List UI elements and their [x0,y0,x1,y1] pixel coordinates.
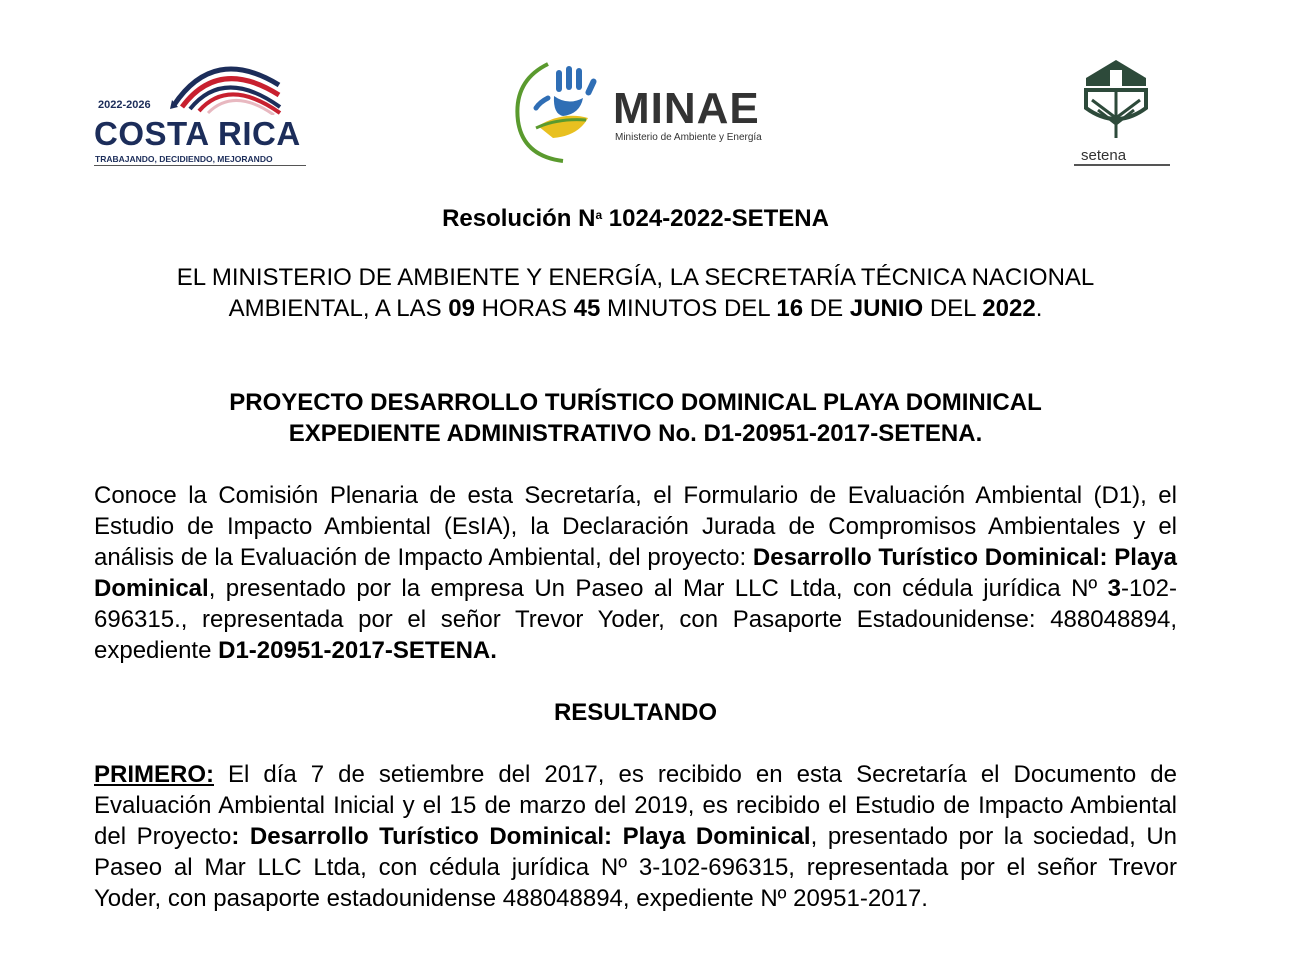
intro-text: . [1035,295,1043,322]
intro-text: HORAS [474,295,574,322]
para2-text: El día 7 de setiembre del 2017, es recibido en esta Secretaría el Documento de Evaluación Ambiental Inicial y el 15 de marzo del 2019, es recibido el Estudio de Impacto Ambiental del Proyecto [94,761,1177,850]
intro-text: AMBIENTAL, A LAS [228,295,449,322]
intro-month: JUNIO [849,295,924,322]
intro-text: DEL [923,295,983,322]
resolution-sup: a [595,208,603,222]
intro-block [94,262,1177,324]
intro-minutes: 45 [573,295,601,322]
para2-project-name: : Desarrollo Turístico Dominical: Playa Dominical [231,823,811,850]
intro-day: 16 [776,295,804,322]
project-heading [94,387,1177,449]
costa-rica-logo [94,55,306,170]
intro-line1: EL MINISTERIO DE AMBIENTE Y ENERGÍA, LA SECRETARÍA TÉCNICA NACIONAL [176,264,1095,291]
primero-label: PRIMERO: [94,761,214,788]
resolution-prefix: Resolución N [442,205,596,232]
setena-logo [1076,56,1171,168]
minae-logo [508,56,808,166]
intro-text: MINUTOS DEL [600,295,777,322]
para1-project-name: Desarrollo Turístico Dominical: Playa Dominical [94,544,1177,602]
setena-underline [1074,164,1170,166]
intro-hour: 09 [448,295,475,322]
para2-text: , presentado por la sociedad, Un Paseo al Mar LLC Ltda, con cédula jurídica Nº 3-102-696315, representada por el señor Trevor Yoder, con pasaporte estadounidense 488048894, expediente Nº 20951-2017. [94,823,1178,912]
resultando-heading: RESULTANDO [553,699,718,726]
intro-year: 2022 [982,295,1036,322]
paragraph-conoce [94,480,1177,666]
minae-subtitle: Ministerio de Ambiente y Energía [615,132,762,143]
project-line1: PROYECTO DESARROLLO TURÍSTICO DOMINICAL PLAYA DOMINICAL [229,389,1042,416]
intro-text: DE [803,295,850,322]
para1-text: , presentado por la empresa Un Paseo al Mar LLC Ltda, con cédula jurídica Nº [208,575,1108,602]
cr-years: 2022-2026 [98,99,151,111]
para1-bold-3: 3 [1107,575,1121,602]
resolution-title [94,200,1177,234]
setena-house-leaf-icon [1076,56,1171,146]
resolution-number: 1024-2022-SETENA [608,205,829,232]
cr-name: COSTA RICA [94,115,301,152]
para1-expediente: D1-20951-2017-SETENA. [218,637,497,664]
cr-tagline: TRABAJANDO, DECIDIENDO, MEJORANDO [95,154,273,164]
paragraph-primero [94,759,1177,914]
setena-name: setena [1081,147,1127,164]
cr-underline [94,165,306,166]
para1-text: -102-696315., representada por el señor Trevor Yoder, con Pasaporte Estadounidense: 488048894, expediente [94,575,1177,664]
minae-hand-leaf-icon [508,56,613,166]
minae-name: MINAE [613,84,760,133]
para1-text: Conoce la Comisión Plenaria de esta Secretaría, el Formulario de Evaluación Ambiental (D1), el Estudio de Impacto Ambiental (EsIA), la Declaración Jurada de Compromisos Ambientales y el análisis de la Evaluación de Impacto Ambiental, del proyecto: [94,482,1177,571]
project-line2: EXPEDIENTE ADMINISTRATIVO No. D1-20951-2017-SETENA. [288,420,983,447]
